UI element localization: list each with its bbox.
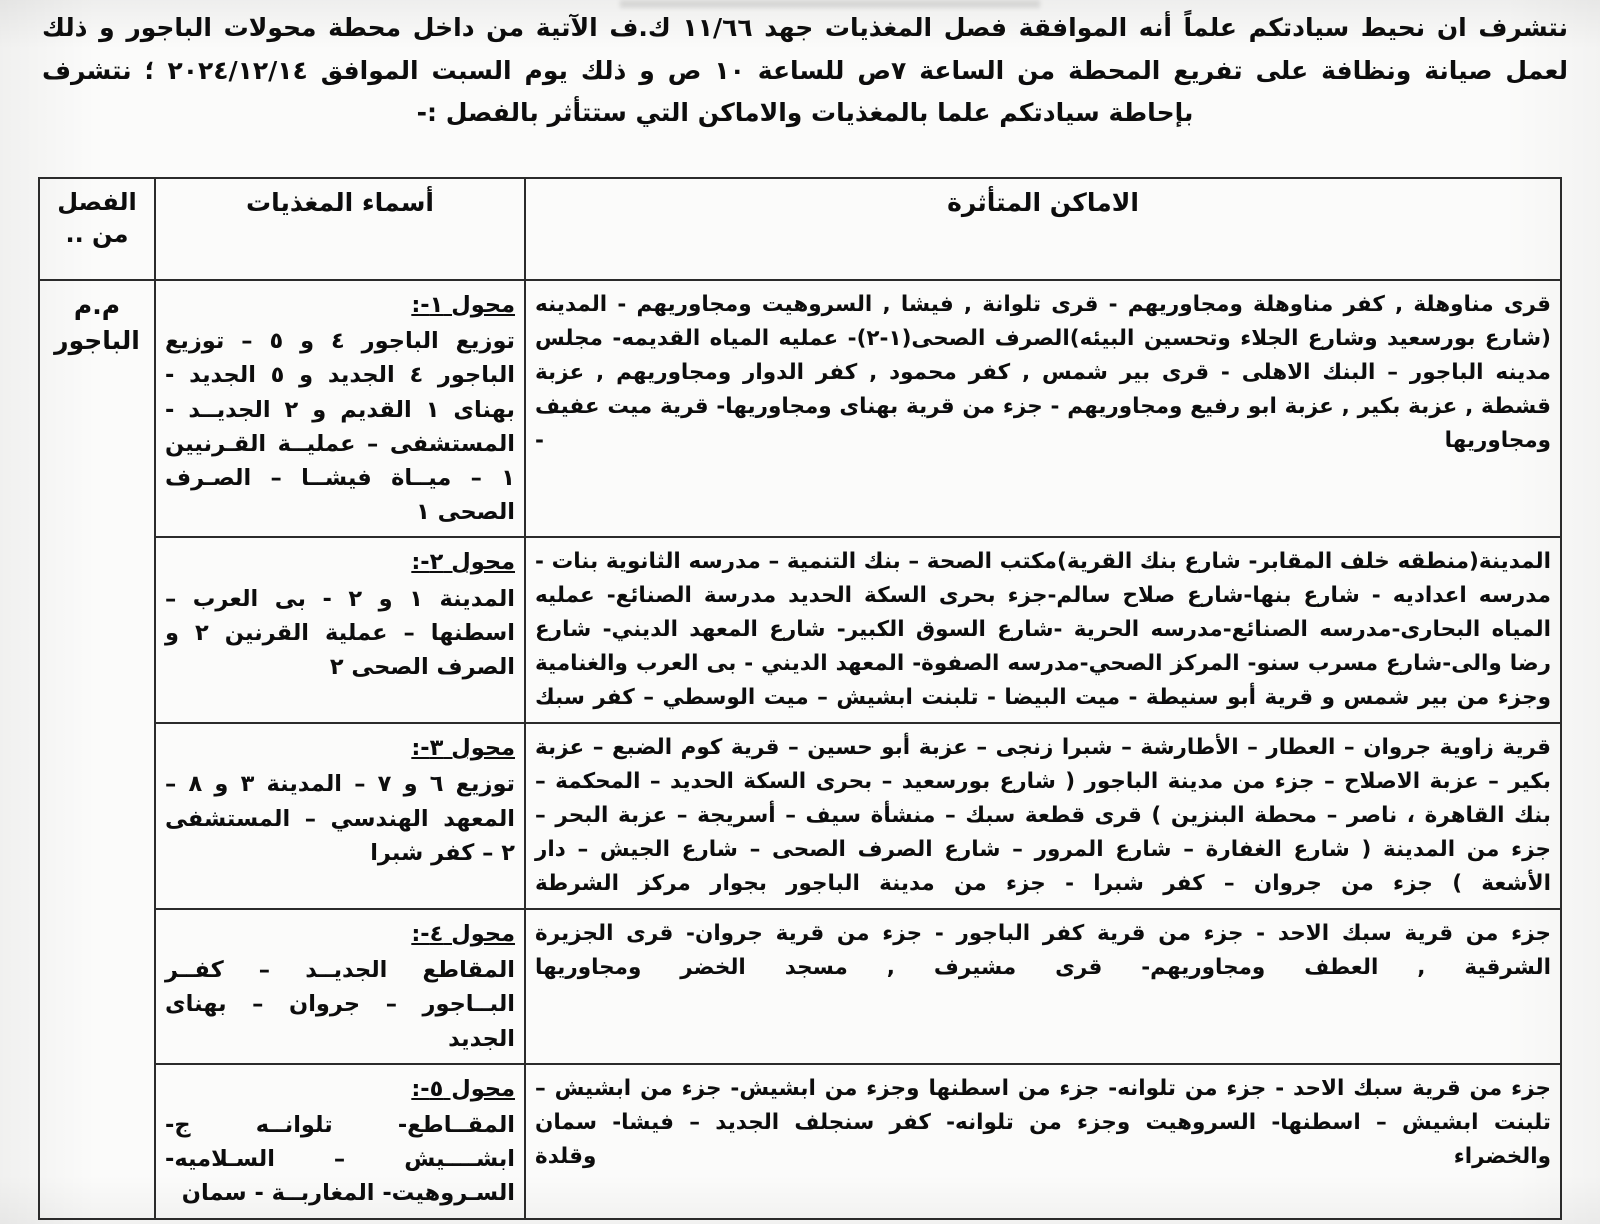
feeders-table [38, 177, 1562, 1220]
transformer-tag-3: محول ٣-: [411, 735, 515, 762]
table-header-row [39, 178, 1561, 280]
cell-section [39, 280, 155, 1219]
intro-line-3: بإحاطة سيادتكم علما بالمغذيات والاماكن التي ستتأثر بالفصل :- [416, 98, 1194, 127]
feeder-list-4: المقاطع الجديــد – كفــر البــاجور – جروان – بهناى الجديد [165, 957, 515, 1052]
feeder-list-1: توزيع الباجور ٤ و ٥ – توزيع الباجور ٤ الجديد و ٥ الجديد - بهناى ١ القديم و ٢ الجديــد - المستشفى – عمليــة القـرنيين ١ – ميــاة فيشــا – الصـرف الصحى ١ [165, 328, 515, 526]
table-head [39, 178, 1561, 280]
section-station: الباجور [54, 326, 140, 355]
table-body [39, 280, 1561, 1219]
table-row [39, 1064, 1561, 1219]
table-row [39, 280, 1561, 537]
table-row [39, 537, 1561, 723]
feeder-list-5: المقــاطع- تلوانــه ج- ابشــــيش – السـلاميه- السـروهيت- المغاربــة - سمان [165, 1111, 515, 1207]
transformer-tag-4: محول ٤-: [411, 921, 515, 947]
cell-places-4: جزء من قرية سبك الاحد - جزء من قرية كفر الباجور - جزء من قرية جروان- قرى الجزيرة الشرقية , العطف ومجاوريهم- قرى مشيرف , مسجد الخضر ومجاوريها [525, 909, 1561, 1064]
section-label: م.م [73, 291, 121, 320]
scan-smudge [620, 0, 1040, 8]
cell-names-2 [155, 537, 525, 723]
cell-names-1 [155, 280, 525, 537]
feeder-list-2: المدينة ١ و ٢ - بى العرب – اسطنها – عملية القرنين ٢ و الصرف الصحى ٢ [165, 585, 516, 680]
cell-names-5 [155, 1064, 525, 1219]
cell-places-1: قرى مناوهلة , كفر مناوهلة ومجاوريهم - قرى تلوانة , فيشا , السروهيت ومجاوريهم - المدينه (شارع بورسعيد وشارع الجلاء وتحسين البيئه)الصرف الصحى(١-٢)- عمليه المياه القديمه- مجلس مدينه الباجور – البنك الاهلى - قرى بير شمس , كفر محمود , كفر الدوار ومجاوريهم , عزبة قشطة , عزبة بكير , عزبة ابو رفيع ومجاوريهم - جزء من قرية بهناى ومجاوريها- قرية ميت عفيف ومجاوريها - [525, 280, 1561, 537]
table-row [39, 909, 1561, 1064]
cell-names-4 [155, 909, 525, 1064]
header-section-from: الفصل من .. [39, 178, 155, 280]
header-affected-places: الاماكن المتأثرة [525, 178, 1561, 280]
table-row [39, 723, 1561, 909]
header-feeder-names: أسماء المغذيات [155, 178, 525, 280]
intro-paragraph [42, 8, 1568, 136]
cell-names-3 [155, 723, 525, 909]
feeder-list-3: توزيع ٦ و ٧ – المدينة ٣ و ٨ – المعهد الهندسي – المستشفى ٢ – كفر شبرا [165, 771, 515, 866]
transformer-tag-5: محول ٥-: [411, 1075, 515, 1102]
transformer-tag-2: محول ٢-: [411, 549, 515, 576]
cell-places-5: جزء من قرية سبك الاحد - جزء من تلوانه- جزء من اسطنها وجزء من ابشيش- جزء من ابشيش – تلبنت ابشيش – اسطنها- السروهيت وجزء من تلوانه- كفر سنجلف الجديد – فيشا- سمان والخضراء وقلدة [525, 1064, 1561, 1219]
cell-places-3: قرية زاوية جروان – العطار – الأطارشة – شبرا زنجى – عزبة أبو حسين – قرية كوم الضبع – عزبة بكير – عزبة الاصلاح – جزء من مدينة الباجور ( شارع بورسعيد – بحرى السكة الحديد – المحكمة – بنك القاهرة ، ناصر – محطة البنزين ) قرى قطعة سبك – منشأة سيف – أسريجة – عزبة البحر – جزء من المدينة ( شارع الغفارة – شارع المرور – شارع الصرف الصحى – شارع الجيش – دار الأشعة ) جزء من جروان – كفر شبرا - جزء من مدينة الباجور بجوار مركز الشرطة [525, 723, 1561, 909]
intro-line-1: نتشرف ان نحيط سيادتكم علماً أنه الموافقة فصل المغذيات جهد ١١/٦٦ ك.ف الآتية من داخل محطة محولات الباجور و ذلك [42, 13, 1568, 42]
transformer-tag-1: محول ١-: [411, 292, 515, 318]
cell-places-2: المدينة(منطقه خلف المقابر- شارع بنك القرية)مكتب الصحة – بنك التنمية – مدرسه الثانوية بنات - مدرسه اعداديه - شارع بنها-شارع صلاح سالم-جزء بحرى السكة الحديد مدرسة الصنائع- عمليه المياه البحارى-مدرسه الصنائع-مدرسه الحرية -شارع السوق الكبير- شارع المعهد الديني- شارع رضا والى-شارع مسرب سنو- المركز الصحي-مدرسه الصفوة- المعهد الديني - بى العرب والغنامية وجزء من بير شمس و قرية أبو سنيطة - ميت البيضا - تلبنت ابشيش – ميت الوسطي – كفر سبك [525, 537, 1561, 723]
intro-line-2: لعمل صيانة ونظافة على تفريع المحطة من الساعة ٧ص للساعة ١٠ ص و ذلك يوم السبت الموافق ٢٠٢٤/١٢/١٤ ؛ نتشرف [42, 55, 1569, 85]
